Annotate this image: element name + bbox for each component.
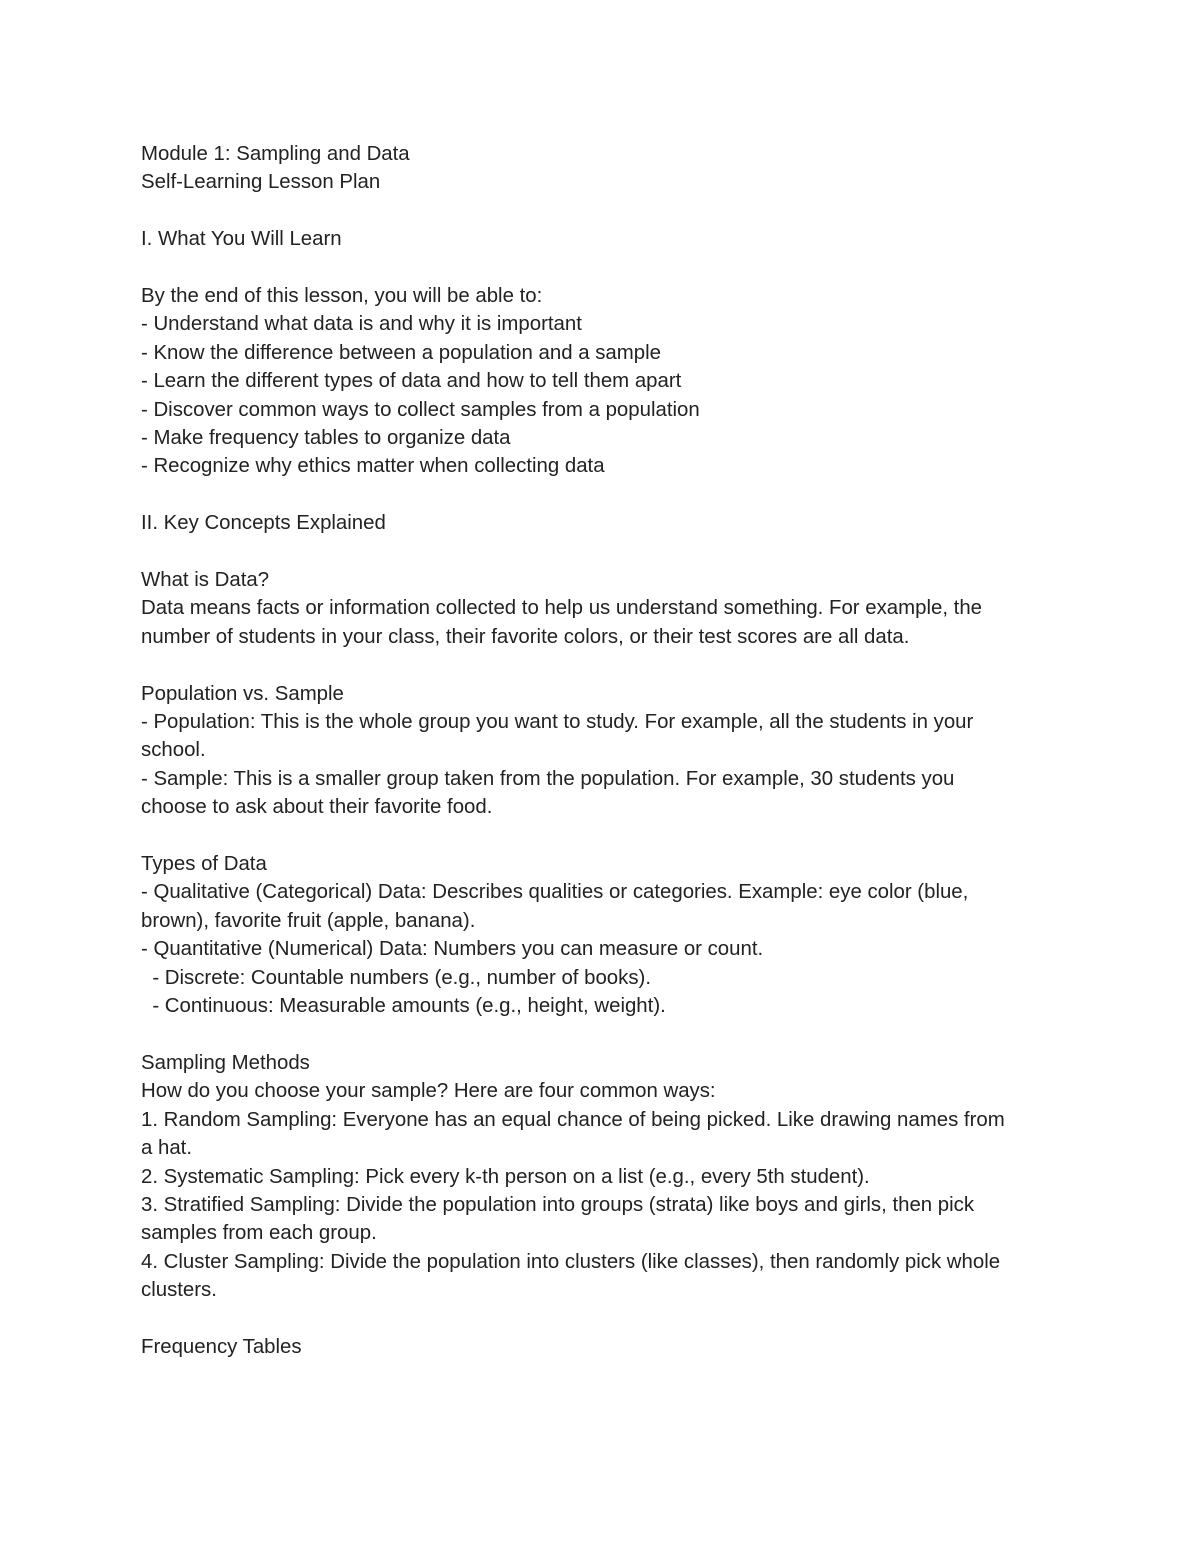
section-heading: II. Key Concepts Explained xyxy=(141,512,386,535)
subsection-heading-frequency: Frequency Tables xyxy=(141,1335,302,1358)
objective-item: - Recognize why ethics matter when collecting data xyxy=(141,455,605,478)
paragraph-line: school. xyxy=(141,739,206,762)
paragraph-line: choose to ask about their favorite food. xyxy=(141,796,493,819)
objective-item: - Understand what data is and why it is important xyxy=(141,313,582,336)
paragraph-line: - Population: This is the whole group you want to study. For example, all the students in your xyxy=(141,711,974,734)
subsection-heading-sampling: Sampling Methods xyxy=(141,1051,310,1074)
paragraph-line: brown), favorite fruit (apple, banana). xyxy=(141,909,476,932)
objective-item: - Make frequency tables to organize data xyxy=(141,427,511,450)
paragraph-line: samples from each group. xyxy=(141,1222,377,1245)
paragraph-line: - Quantitative (Numerical) Data: Numbers you can measure or count. xyxy=(141,938,764,961)
subsection-heading-types: Types of Data xyxy=(141,853,267,876)
paragraph-line: How do you choose your sample? Here are four common ways: xyxy=(141,1080,716,1103)
objectives-intro: By the end of this lesson, you will be able to: xyxy=(141,285,543,307)
paragraph-line: 3. Stratified Sampling: Divide the population into groups (strata) like boys and girls, then pick xyxy=(141,1193,975,1216)
section-heading: I. What You Will Learn xyxy=(141,228,342,251)
paragraph-line: 2. Systematic Sampling: Pick every k-th person on a list (e.g., every 5th student). xyxy=(141,1165,870,1188)
spacer xyxy=(141,651,1061,679)
paragraph-line: clusters. xyxy=(141,1279,217,1302)
paragraph-line: 4. Cluster Sampling: Divide the population into clusters (like classes), then randomly pick whole xyxy=(141,1250,1001,1273)
paragraph-line: - Discrete: Countable numbers (e.g., number of books). xyxy=(141,966,651,989)
paragraph-line: number of students in your class, their favorite colors, or their test scores are all data. xyxy=(141,625,910,648)
paragraph-line: - Continuous: Measurable amounts (e.g., height, weight). xyxy=(141,995,666,1018)
document-page xyxy=(141,140,1061,1361)
spacer xyxy=(141,481,1061,509)
document-subtitle: Self-Learning Lesson Plan xyxy=(141,171,381,194)
objective-item: - Learn the different types of data and how to tell them apart xyxy=(141,370,682,393)
spacer xyxy=(141,1305,1061,1333)
spacer xyxy=(141,197,1061,225)
paragraph-line: - Qualitative (Categorical) Data: Describes qualities or categories. Example: eye color (blue, xyxy=(141,881,969,904)
objective-item: - Discover common ways to collect samples from a population xyxy=(141,398,700,421)
paragraph-line: a hat. xyxy=(141,1137,193,1160)
paragraph-line: 1. Random Sampling: Everyone has an equal chance of being picked. Like drawing names from xyxy=(141,1108,1005,1131)
spacer xyxy=(141,822,1061,850)
subsection-heading-population: Population vs. Sample xyxy=(141,682,344,705)
paragraph-line: - Sample: This is a smaller group taken from the population. For example, 30 students you xyxy=(141,767,955,790)
spacer xyxy=(141,538,1061,566)
document-title: Module 1: Sampling and Data xyxy=(141,143,410,165)
paragraph-line: Data means facts or information collected to help us understand something. For example, the xyxy=(141,597,982,620)
spacer xyxy=(141,254,1061,282)
objective-item: - Know the difference between a population and a sample xyxy=(141,341,661,364)
subsection-heading-data: What is Data? xyxy=(141,569,270,592)
spacer xyxy=(141,1021,1061,1049)
